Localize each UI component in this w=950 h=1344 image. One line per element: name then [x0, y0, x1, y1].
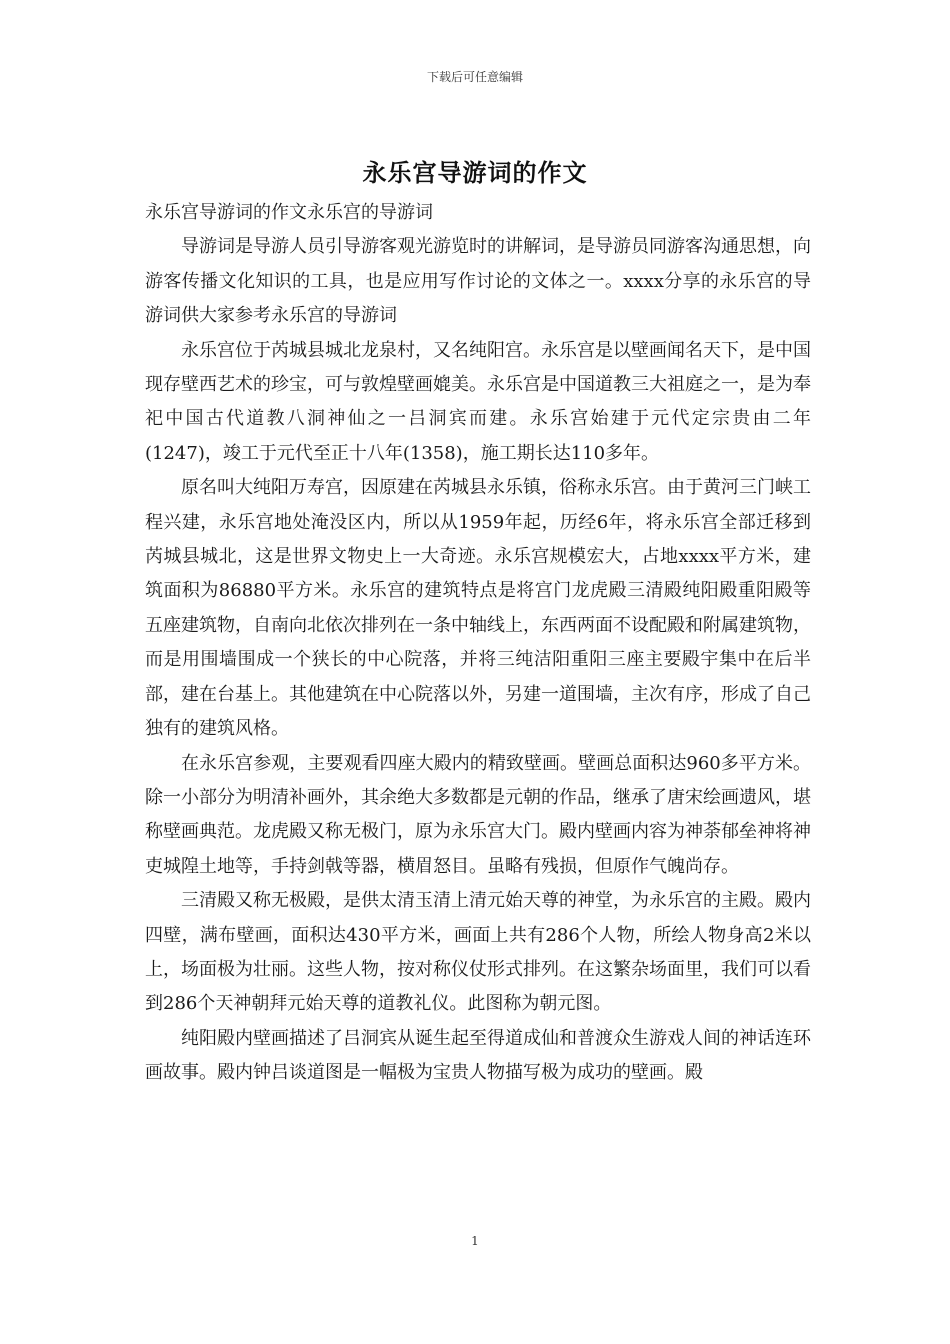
body-paragraph: 在永乐宫参观，主要观看四座大殿内的精致壁画。壁画总面积达960多平方米。除一小部分为明清补画外，其余绝大多数都是元朝的作品，继承了唐宋绘画遗风，堪称壁画典范。龙虎殿又称无极门，原为永乐宫大门。殿内壁画内容为神荼郁垒神将神吏城隍土地等，手持剑戟等器，横眉怒目。虽略有残损，但原作气魄尚存。: [145, 752, 811, 877]
page-number: 1: [471, 1234, 479, 1248]
document-title: 永乐宫导游词的作文: [362, 158, 588, 187]
document-body: [145, 196, 811, 1091]
subtitle-paragraph: 永乐宫导游词的作文永乐宫的导游词: [145, 202, 433, 223]
body-paragraph: 原名叫大纯阳万寿宫，因原建在芮城县永乐镇，俗称永乐宫。由于黄河三门峡工程兴建，永乐宫地处淹没区内，所以从1959年起，历经6年，将永乐宫全部迁移到芮城县城北，这是世界文物史上一大奇迹。永乐宫规模宏大，占地xxxx平方米，建筑面积为86880平方米。永乐宫的建筑特点是将宫门龙虎殿三清殿纯阳殿重阳殿等五座建筑物，自南向北依次排列在一条中轴线上，东西两面不设配殿和附属建筑物，而是用围墙围成一个狭长的中心院落，并将三纯洁阳重阳三座主要殿宇集中在后半部，建在台基上。其他建筑在中心院落以外，另建一道围墙，主次有序，形成了自己独有的建筑风格。: [145, 477, 811, 740]
body-paragraph: 纯阳殿内壁画描述了吕洞宾从诞生起至得道成仙和普渡众生游戏人间的神话连环画故事。殿内钟吕谈道图是一幅极为宝贵人物描写极为成功的壁画。殿: [145, 1027, 811, 1084]
body-paragraph: 永乐宫位于芮城县城北龙泉村，又名纯阳宫。永乐宫是以壁画闻名天下，是中国现存壁西艺术的珍宝，可与敦煌壁画媲美。永乐宫是中国道教三大祖庭之一，是为奉祀中国古代道教八洞神仙之一吕洞宾而建。永乐宫始建于元代定宗贵由二年(1247)，竣工于元代至正十八年(1358)，施工期长达110多年。: [145, 339, 811, 464]
header-note: 下载后可任意编辑: [426, 70, 523, 84]
body-paragraph: 三清殿又称无极殿，是供太清玉清上清元始天尊的神堂，为永乐宫的主殿。殿内四壁，满布壁画，面积达430平方米，画面上共有286个人物，所绘人物身高2米以上，场面极为壮丽。这些人物，按对称仪仗形式排列。在这繁杂场面里，我们可以看到286个天神朝拜元始天尊的道教礼仪。此图称为朝元图。: [145, 890, 811, 1015]
body-paragraph: 导游词是导游人员引导游客观光游览时的讲解词，是导游员同游客沟通思想，向游客传播文化知识的工具，也是应用写作讨论的文体之一。xxxx分享的永乐宫的导游词供大家参考永乐宫的导游词: [145, 236, 811, 327]
